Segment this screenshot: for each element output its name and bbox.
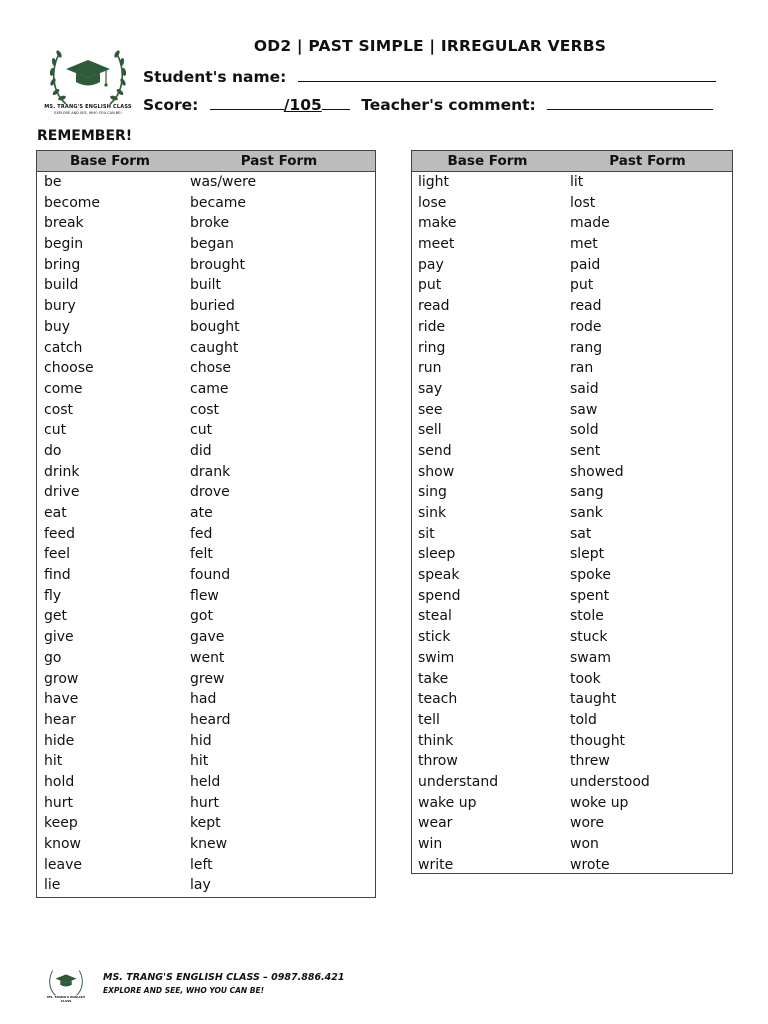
past-form-cell: spoke [570, 567, 611, 584]
base-form-cell: stick [418, 629, 451, 646]
table-row [412, 648, 732, 669]
base-form-cell: feed [44, 525, 76, 542]
table-row [412, 379, 732, 400]
table-row [37, 669, 375, 690]
past-form-cell: taught [570, 691, 617, 708]
table-row [37, 627, 375, 648]
base-form-cell: cost [44, 401, 74, 418]
past-form-cell: lay [190, 877, 211, 894]
table-row [412, 193, 732, 214]
base-form-cell: lie [44, 877, 61, 894]
base-form-cell: sell [418, 422, 442, 439]
table-row [412, 710, 732, 731]
past-form-cell: held [190, 773, 221, 790]
base-form-cell: take [418, 670, 449, 687]
table-row [37, 400, 375, 421]
table-row [37, 544, 375, 565]
table-row [412, 772, 732, 793]
past-form-cell: cut [190, 422, 213, 439]
teacher-comment-label: Teacher's comment: [361, 96, 536, 114]
verb-table-left [36, 150, 376, 898]
past-form-cell: built [190, 277, 222, 294]
past-form-cell: slept [570, 546, 605, 563]
base-form-cell: sit [418, 525, 435, 542]
past-form-cell: did [190, 442, 212, 459]
past-form-cell: was/were [190, 174, 257, 190]
teacher-comment-field[interactable] [547, 94, 713, 110]
score-label: Score: [143, 96, 199, 114]
table-body [37, 172, 375, 896]
past-form-cell: saw [570, 401, 598, 418]
table-row [37, 338, 375, 359]
past-form-cell: stuck [570, 629, 608, 646]
table-row [412, 317, 732, 338]
base-form-cell: understand [418, 773, 499, 790]
base-form-cell: say [418, 380, 443, 397]
table-row [37, 648, 375, 669]
table-row [37, 875, 375, 896]
base-form-cell: buy [44, 318, 71, 335]
past-form-cell: put [570, 277, 594, 294]
past-form-cell: grew [190, 670, 225, 687]
base-form-cell: give [44, 629, 74, 646]
table-row [412, 482, 732, 503]
base-form-cell: think [418, 732, 454, 749]
base-form-cell: bury [44, 298, 76, 315]
base-form-cell: meet [418, 236, 455, 253]
past-form-cell: came [190, 380, 229, 397]
past-form-cell: bought [190, 318, 240, 335]
base-form-cell: pay [418, 256, 444, 273]
table-row [37, 379, 375, 400]
table-row [412, 855, 732, 876]
past-form-cell: swam [570, 649, 611, 666]
past-form-cell: woke up [570, 794, 629, 811]
past-form-cell: thought [570, 732, 626, 749]
base-form-cell: find [44, 567, 71, 584]
table-row [37, 482, 375, 503]
table-row [412, 441, 732, 462]
base-form-cell: ring [418, 339, 446, 356]
student-name-line [143, 66, 716, 86]
base-form-cell: hear [44, 711, 76, 728]
past-form-cell: won [570, 836, 599, 852]
past-form-cell: sent [570, 442, 601, 459]
past-form-cell: rode [570, 318, 602, 335]
base-form-cell: hit [44, 753, 63, 770]
past-form-cell: broke [190, 215, 230, 232]
table-row [412, 524, 732, 545]
past-form-cell: gave [190, 629, 225, 646]
past-form-cell: stole [570, 608, 604, 625]
past-form-cell: showed [570, 463, 624, 480]
past-form-cell: lost [570, 194, 596, 211]
table-row [412, 627, 732, 648]
table-row [412, 358, 732, 379]
footer-contact: MS. TRANG'S ENGLISH CLASS – 0987.886.421 [103, 972, 345, 983]
past-form-cell: found [190, 567, 231, 584]
base-form-cell: come [44, 380, 83, 397]
table-row [412, 793, 732, 814]
table-row [412, 400, 732, 421]
base-form-cell: run [418, 360, 442, 377]
base-form-cell: teach [418, 691, 458, 708]
past-form-cell: felt [190, 546, 213, 563]
base-form-cell: send [418, 442, 452, 459]
past-form-cell: went [190, 649, 225, 666]
past-form-cell: said [570, 380, 599, 397]
footer-logo-text: MS. TRANG'S ENGLISH CLASS [47, 995, 85, 1003]
table-row [37, 420, 375, 441]
base-form-cell: get [44, 608, 67, 625]
past-form-cell: drank [190, 463, 231, 480]
table-header [412, 151, 732, 172]
past-form-header: Past Form [240, 153, 318, 169]
table-row [412, 420, 732, 441]
past-form-cell: rang [570, 339, 603, 356]
past-form-cell: met [570, 236, 598, 253]
base-form-cell: sink [418, 505, 447, 521]
past-form-cell: had [190, 691, 217, 708]
table-row [412, 731, 732, 752]
past-form-cell: ate [190, 505, 213, 521]
table-row [412, 606, 732, 627]
table-row [412, 586, 732, 607]
table-row [37, 731, 375, 752]
past-form-cell: began [190, 236, 234, 253]
table-row [412, 213, 732, 234]
base-form-cell: leave [44, 856, 82, 873]
table-body [412, 172, 732, 875]
remember-heading: REMEMBER! [37, 128, 133, 144]
past-form-cell: kept [190, 815, 221, 832]
base-form-cell: put [418, 277, 442, 294]
base-form-cell: choose [44, 360, 94, 377]
table-row [37, 462, 375, 483]
base-form-cell: keep [44, 815, 78, 832]
base-form-cell: write [418, 856, 454, 873]
past-form-cell: threw [570, 753, 610, 770]
base-form-cell: fly [44, 587, 62, 604]
base-form-cell: drive [44, 484, 80, 501]
base-form-cell: cut [44, 422, 67, 439]
table-row [412, 544, 732, 565]
score-line [143, 94, 713, 114]
score-field[interactable] [210, 94, 284, 110]
past-form-cell: heard [190, 711, 231, 728]
past-form-header: Past Form [609, 153, 686, 169]
table-row [412, 234, 732, 255]
footer-slogan: EXPLORE AND SEE, WHO YOU CAN BE! [103, 986, 265, 995]
past-form-cell: read [570, 298, 602, 315]
table-row [412, 669, 732, 690]
past-form-cell: cost [190, 401, 220, 418]
base-form-cell: begin [44, 236, 84, 253]
past-form-cell: understood [570, 773, 650, 790]
base-form-cell: ride [418, 318, 446, 335]
table-row [37, 503, 375, 524]
past-form-cell: sat [570, 525, 592, 542]
table-row [412, 296, 732, 317]
base-form-cell: bring [44, 256, 81, 273]
past-form-cell: made [570, 215, 610, 232]
base-form-cell: throw [418, 753, 458, 770]
table-row [37, 689, 375, 710]
student-name-field[interactable] [298, 66, 716, 82]
table-row [37, 234, 375, 255]
base-form-cell: see [418, 401, 443, 418]
base-form-cell: wear [418, 815, 453, 832]
base-form-cell: feel [44, 546, 71, 563]
table-row [412, 275, 732, 296]
base-form-cell: hold [44, 773, 75, 790]
base-form-cell: break [44, 215, 84, 232]
worksheet-title: OD2 | PAST SIMPLE | IRREGULAR VERBS [253, 37, 607, 55]
past-form-cell: brought [190, 256, 246, 273]
past-form-cell: hurt [190, 794, 219, 811]
past-form-cell: fed [190, 525, 213, 542]
base-form-cell: know [44, 836, 81, 852]
past-form-cell: drove [190, 484, 230, 501]
table-row [412, 689, 732, 710]
base-form-cell: spend [418, 587, 461, 604]
past-form-cell: spent [570, 587, 610, 604]
base-form-cell: drink [44, 463, 80, 480]
table-row [37, 751, 375, 772]
table-row [37, 813, 375, 834]
table-row [37, 441, 375, 462]
table-row [37, 834, 375, 855]
table-row [412, 565, 732, 586]
table-row [37, 296, 375, 317]
base-form-cell: catch [44, 339, 83, 356]
base-form-cell: wake up [418, 794, 477, 811]
base-form-cell: win [418, 836, 443, 852]
past-form-cell: sang [570, 484, 604, 501]
table-row [37, 358, 375, 379]
table-row [37, 193, 375, 214]
table-row [412, 813, 732, 834]
table-row [37, 710, 375, 731]
table-row [412, 503, 732, 524]
past-form-cell: sold [570, 422, 599, 439]
base-form-cell: speak [418, 567, 460, 584]
logo-slogan: EXPLORE AND SEE, WHO YOU CAN BE! [54, 111, 122, 115]
past-form-cell: caught [190, 339, 239, 356]
past-form-cell: hit [190, 753, 209, 770]
base-form-cell: sing [418, 484, 447, 501]
past-form-cell: flew [190, 587, 219, 604]
base-form-cell: hide [44, 732, 75, 749]
table-row [37, 793, 375, 814]
base-form-cell: grow [44, 670, 79, 687]
past-form-cell: lit [570, 174, 584, 190]
past-form-cell: wrote [570, 856, 610, 873]
score-trailing-line [322, 94, 350, 110]
past-form-cell: knew [190, 836, 228, 852]
table-row [412, 751, 732, 772]
base-form-cell: steal [418, 608, 452, 625]
student-name-label: Student's name: [143, 68, 287, 86]
past-form-cell: told [570, 711, 597, 728]
table-row [37, 606, 375, 627]
base-form-cell: have [44, 691, 79, 708]
base-form-cell: tell [418, 711, 440, 728]
table-row [37, 275, 375, 296]
base-form-cell: read [418, 298, 450, 315]
past-form-cell: got [190, 608, 213, 625]
table-row [37, 772, 375, 793]
table-row [412, 255, 732, 276]
base-form-cell: hurt [44, 794, 73, 811]
table-row [412, 834, 732, 855]
past-form-cell: sank [570, 505, 603, 521]
base-form-cell: go [44, 649, 62, 666]
past-form-cell: paid [570, 256, 601, 273]
table-row [37, 565, 375, 586]
past-form-cell: took [570, 670, 601, 687]
table-row [412, 462, 732, 483]
past-form-cell: chose [190, 360, 232, 377]
table-row [37, 172, 375, 193]
base-form-cell: be [44, 174, 62, 190]
base-form-header: Base Form [447, 153, 528, 169]
base-form-cell: become [44, 194, 101, 211]
base-form-cell: build [44, 277, 79, 294]
table-header [37, 151, 375, 172]
table-row [37, 855, 375, 876]
past-form-cell: wore [570, 815, 605, 832]
table-row [37, 213, 375, 234]
table-row [37, 586, 375, 607]
past-form-cell: hid [190, 732, 212, 749]
score-total: /105 [283, 96, 322, 114]
verb-table-right [411, 150, 733, 874]
base-form-cell: light [418, 174, 450, 190]
table-row [412, 338, 732, 359]
past-form-cell: left [190, 856, 213, 873]
base-form-header: Base Form [70, 153, 150, 169]
table-row [37, 317, 375, 338]
base-form-cell: swim [418, 649, 455, 666]
table-row [37, 524, 375, 545]
past-form-cell: ran [570, 360, 594, 377]
logo-school-name: MS. TRANG'S ENGLISH CLASS [44, 104, 132, 110]
base-form-cell: do [44, 442, 62, 459]
base-form-cell: show [418, 463, 455, 480]
past-form-cell: became [190, 194, 247, 211]
past-form-cell: buried [190, 298, 235, 315]
table-row [37, 255, 375, 276]
base-form-cell: eat [44, 505, 67, 521]
base-form-cell: make [418, 215, 457, 232]
base-form-cell: lose [418, 194, 447, 211]
base-form-cell: sleep [418, 546, 456, 563]
table-row [412, 172, 732, 193]
